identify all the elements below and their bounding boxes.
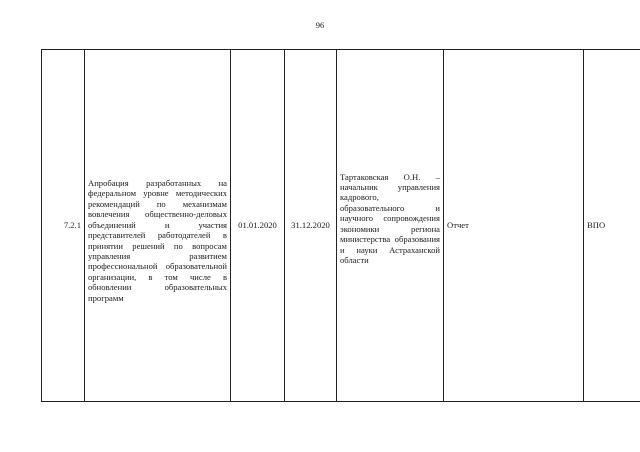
responsible-person-text: Тартаковская О.Н. – начальник управления кадрового, образовательного и научного сопровождения экономики региона министерства образования и науки Астраханской области [340,171,440,265]
result-type-cell: Отчет [444,50,584,402]
responsible-person-cell [337,50,444,402]
executor-cell: ВПО [584,50,640,402]
start-date-cell: 01.01.2020 [231,50,285,402]
end-date-cell: 31.12.2020 [285,50,337,402]
plan-table [41,49,640,402]
measure-description-text: Апробация разработанных на федеральном уровне методических рекомендаций по механизмам вовлечения общественно-деловых объединений и участия представителей работодателей в принятии решений по вопросам управления развитием профессиональной образовательной организации, в том числе в обновлении образовательных программ [88,178,227,303]
table-row [42,50,640,402]
measure-description-cell [85,50,231,402]
item-number-cell: 7.2.1 [42,50,85,402]
page-number: 96 [315,20,325,30]
